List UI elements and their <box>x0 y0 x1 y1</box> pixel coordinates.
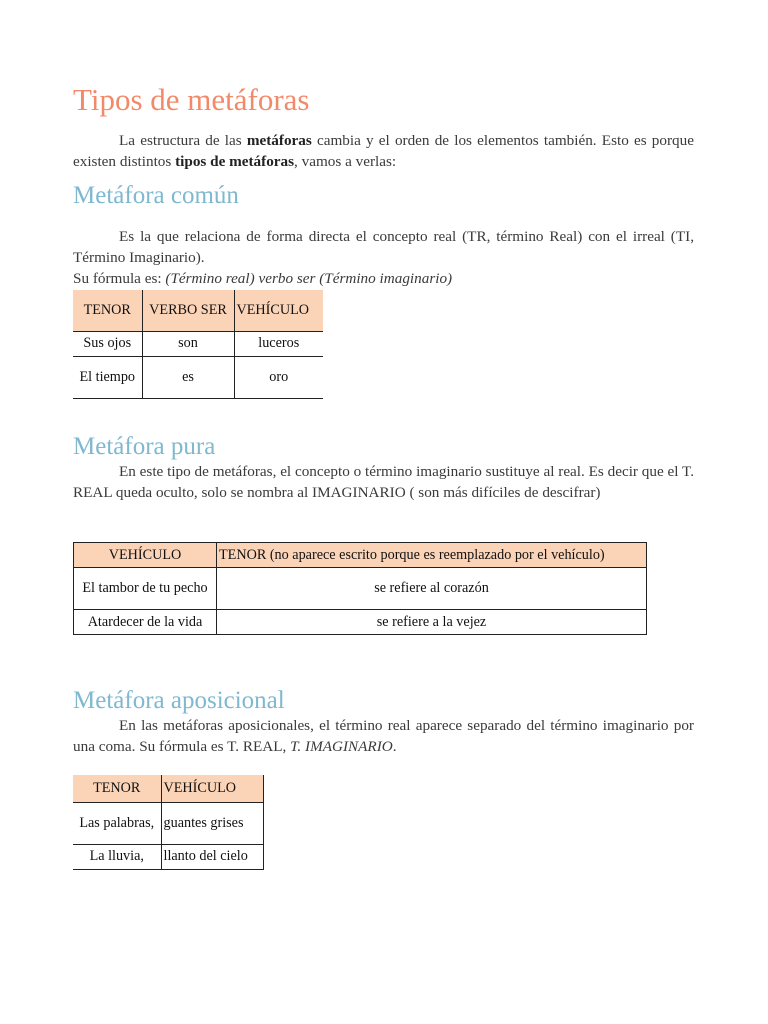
table-cell: llanto del cielo <box>161 844 263 869</box>
section-heading-pura: Metáfora pura <box>73 433 216 460</box>
table-cell: El tambor de tu pecho <box>74 568 217 610</box>
intro-text-1: La estructura de las <box>119 132 247 149</box>
table-cell: Sus ojos <box>73 331 142 356</box>
table-cell: se refiere al corazón <box>217 568 647 610</box>
table-header-cell: TENOR <box>73 290 142 331</box>
aposicional-italic: T. IMAGINARIO <box>290 738 393 755</box>
intro-bold-2: tipos de metáforas <box>175 153 295 170</box>
pura-table <box>73 542 647 635</box>
table-header-cell: VEHÍCULO <box>74 543 217 568</box>
table-cell: se refiere a la vejez <box>217 610 647 635</box>
table-header-cell: VEHÍCULO <box>234 290 323 331</box>
table-row <box>74 568 647 610</box>
table-header-row <box>73 290 323 331</box>
table-header-cell: VEHÍCULO <box>161 775 263 802</box>
table-header-row <box>74 543 647 568</box>
table-header-cell: VERBO SER <box>142 290 234 331</box>
formula-text: (Término real) verbo ser (Término imaginario) <box>165 270 453 287</box>
intro-bold-1: metáforas <box>246 132 312 149</box>
table-cell: El tiempo <box>73 356 142 398</box>
formula-label: Su fórmula es: <box>73 270 166 287</box>
table-cell: es <box>142 356 234 398</box>
comun-table <box>73 290 323 399</box>
table-row <box>73 356 323 398</box>
aposicional-table <box>73 775 264 870</box>
table-row <box>73 844 263 869</box>
table-header-cell: TENOR <box>73 775 161 802</box>
comun-formula-line <box>73 269 452 289</box>
aposicional-text: En las metáforas aposicionales, el término real aparece separado del término imaginario por una coma. Su fórmula es T. REAL, <box>73 717 694 755</box>
intro-paragraph <box>73 130 694 172</box>
table-cell: Atardecer de la vida <box>74 610 217 635</box>
comun-paragraph: Es la que relaciona de forma directa el concepto real (TR, término Real) con el irreal (TI, Término Imaginario). <box>73 228 694 266</box>
table-cell: luceros <box>234 331 323 356</box>
table-header-row <box>73 775 263 802</box>
table-cell: La lluvia, <box>73 844 161 869</box>
aposicional-end: . <box>392 738 397 755</box>
table-cell: oro <box>234 356 323 398</box>
intro-text-3: , vamos a verlas: <box>294 153 397 170</box>
intro-text-2: cambia y el orden de los elementos también. Esto es porque existen distintos <box>73 132 694 170</box>
page-title: Tipos de metáforas <box>73 82 310 117</box>
aposicional-paragraph <box>73 715 694 757</box>
table-cell: Las palabras, <box>73 802 161 844</box>
pura-paragraph: En este tipo de metáforas, el concepto o término imaginario sustituye al real. Es decir que el T. REAL queda oculto, solo se nombra al IMAGINARIO ( son más difíciles de descifrar) <box>73 463 694 501</box>
table-header-cell: TENOR (no aparece escrito porque es reemplazado por el vehículo) <box>217 543 647 568</box>
table-cell: guantes grises <box>161 802 263 844</box>
table-row <box>73 802 263 844</box>
table-row <box>74 610 647 635</box>
section-heading-comun: Metáfora común <box>73 182 239 209</box>
section-heading-aposicional: Metáfora aposicional <box>73 687 285 714</box>
table-cell: son <box>142 331 234 356</box>
table-row <box>73 331 323 356</box>
